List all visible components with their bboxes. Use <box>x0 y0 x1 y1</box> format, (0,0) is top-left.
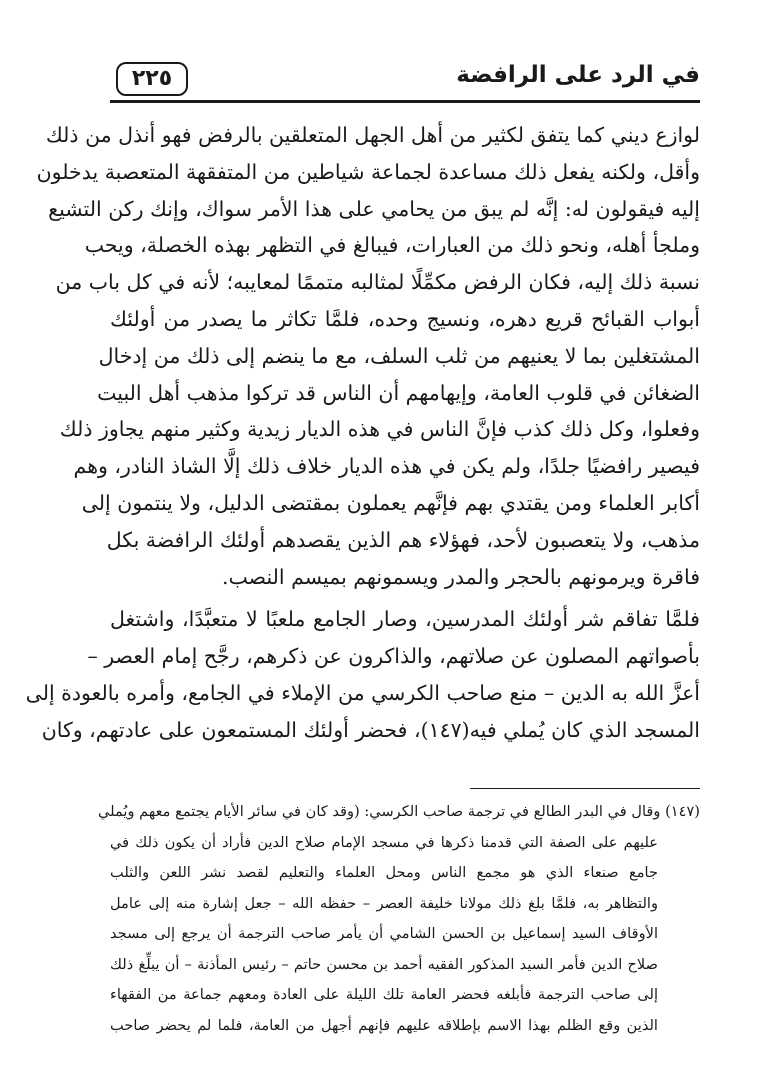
text-line: فلمَّا تفاقم شر أولئك المدرسين، وصار الجامع ملعبًا لا متعبَّدًا، واشتغل <box>110 607 700 632</box>
text-line: لوازع ديني كما يتفق لكثير من أهل الجهل المتعلقين بالرفض فهو أنذل من ذلك <box>45 123 700 147</box>
text-line: المشتغلين بما لا يعنيهم من ثلب السلف، مع ما ينضم إلى ذلك من إدخال <box>98 343 700 368</box>
footnote-line: عليهم على الصفة التي قدمنا ذكرها في مسجد الإمام صلاح الدين فأراد أن يكون ذلك في <box>110 833 658 851</box>
text-line: المسجد الذي كان يُملي فيه(١٤٧)، فحضر أولئك المستمعون على عادتهم، وكان <box>41 717 700 742</box>
text-line: أكابر العلماء ومن يقتدي بهم فإنَّهم يعملون بمقتضى الدليل، ولا ينتمون إلى <box>81 490 700 515</box>
text-line: وملجأ أهله، ونحو ذلك من العبارات، فيبالغ في التظهر بهذه الخصلة، ويحب <box>84 233 700 258</box>
text-line: فاقرة ويرمونهم بالحجر والمدر ويسمونهم بميسم النصب. <box>222 564 700 589</box>
running-title: في الرد على الرافضة <box>456 62 700 88</box>
text-line: أبواب القبائح قريع دهره، ونسيج وحده، فلمَّا تكاثر ما يصدر من أولئك <box>110 306 700 331</box>
running-header <box>110 58 700 104</box>
text-line: الضغائن في قلوب العامة، وإيهامهم أن الناس قد تركوا مذهب أهل البيت <box>97 380 700 405</box>
text-line: بأصواتهم المصلون عن صلاتهم، والذاكرون عن ذكرهم، رجَّح إمام العصر – <box>87 644 700 669</box>
footnotes <box>97 797 700 1041</box>
page-number: ٢٢٥ <box>116 62 188 96</box>
footnote-line: الذين وقع الظلم بهذا الاسم بإطلاقه عليهم فإنهم أجهل من العامة، فلما لم يحضر صاحب <box>110 1016 658 1034</box>
footnote-147: (١٤٧) وقال في البدر الطالع في ترجمة صاحب الكرسي: (وقد كان في سائر الأيام يجتمع معهم ويُملي <box>97 803 700 820</box>
text-line: مذهب، ولا يتعصبون لأحد، فهؤلاء هم الذين يقصدهم أولئك الرافضة بكل <box>106 527 700 552</box>
footnote-line: الأوقاف السيد إسماعيل بن الحسن الشامي أن يأمر صاحب الترجمة أن يرجع إلى مسجد <box>110 925 658 942</box>
footnote-separator <box>470 788 700 789</box>
text-line: وأقل، ولكنه يفعل ذلك مساعدة لجماعة شياطين من المتفقهة المتعصبة يدخلون <box>36 159 700 184</box>
paragraph <box>36 117 700 595</box>
header-rule <box>110 100 700 103</box>
text-line: أعزَّ الله به الدين – منع صاحب الكرسي من الإملاء في الجامع، وأمره بالعودة إلى <box>25 680 700 705</box>
footnote-line: إلى صاحب الترجمة فأبلغه فحضر العامة تلك الليلة على العادة ومعهم جماعة من الفقهاء <box>110 986 658 1003</box>
footnote-line: صلاح الدين فأمر السيد المذكور الفقيه أحمد بن محسن حاتم – رئيس المأذنة – أن يبلِّغ ذلك <box>110 955 658 973</box>
paragraph <box>25 601 700 748</box>
footnote-line: جامع صنعاء الذي هو مجمع الناس ومحل العلماء والتعليم لقصد نشر اللعن والثلب <box>110 864 658 881</box>
text-line: فيصير رافضيًا جلدًا، ولم يكن في هذه الديار خلاف ذلك إلَّا الشاذ النادر، وهم <box>73 454 700 479</box>
text-line: إليه فيقولون له: إنَّه لم يبق من يحامي على هذا الأمر سواك، وإنك ركن التشيع <box>48 196 700 221</box>
text-line: نسبة ذلك إليه، فكان الرفض مكمِّلًا لمثالبه متممًا لمعايبه؛ لأنه في كل باب من <box>55 270 700 295</box>
text-line: وفعلوا، وكل ذلك كذب فإنَّ الناس في هذه الديار زيدية وكثير منهم يجاوز ذلك <box>59 417 700 442</box>
footnote-line: والتظاهر به، فلمَّا بلغ ذلك مولانا خليفة العصر – حفظه الله – جعل إشارة منه إلى عامل <box>110 894 658 912</box>
main-text <box>25 117 700 749</box>
